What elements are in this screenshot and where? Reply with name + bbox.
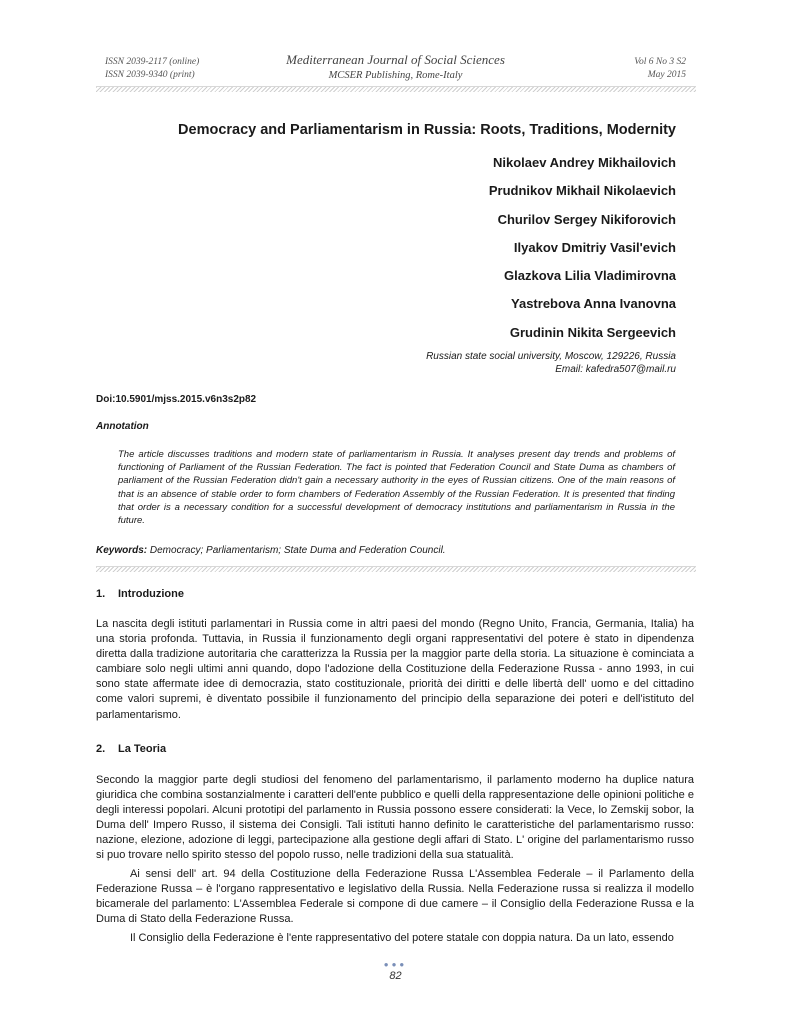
author-name: Churilov Sergey Nikiforovich xyxy=(497,211,676,227)
section-title: La Teoria xyxy=(118,743,167,755)
issn-online: ISSN 2039-2117 (online) xyxy=(105,57,200,67)
author-list xyxy=(300,153,676,351)
contact-email: Email: kafedra507@mail.ru xyxy=(555,363,676,375)
header-divider xyxy=(96,86,696,92)
section-number: 2. xyxy=(96,743,106,755)
volume-info: Vol 6 No 3 S2 xyxy=(634,57,686,67)
doi: Doi:10.5901/mjss.2015.v6n3s2p82 xyxy=(96,394,257,405)
issue-date: May 2015 xyxy=(647,70,686,80)
author-name: Glazkova Lilia Vladimirovna xyxy=(504,268,676,284)
annotation-text: The article discusses traditions and modern state of parliamentarism in Russia. It analyses present day trends and problems of functioning of Parliament of the Russian Federation. The fact is pointed that Federation Council and State Duma as chambers of parliament of the Russian Federation didn't gain a necessary authority in the eyes of Russian citizens. One of the main reasons of that is an absence of stable order to form chambers of Federation Assembly of the Russian Federation. It is presented that finding that order is a necessary condition for a successful development of democracy institutions and parliamentarism in Russia in the future. xyxy=(118,449,675,527)
body-paragraph: Il Consiglio della Federazione è l'ente rappresentativo del potere statale con doppia natura. Da un lato, essendo xyxy=(130,932,674,944)
author-name: Nikolaev Andrey Mikhailovich xyxy=(492,155,676,170)
author-name: Ilyakov Dmitriy Vasil'evich xyxy=(513,239,676,255)
keywords-list: Democracy; Parliamentarism; State Duma and Federation Council. xyxy=(147,545,446,556)
footer-dots-icon: ●●● xyxy=(383,960,408,969)
author-name: Grudinin Nikita Sergeevich xyxy=(509,324,676,340)
body-paragraph: Secondo la maggior parte degli studiosi del fenomeno del parlamentarismo, il parlamento moderno ha duplice natura giuridica che combina sostanzialmente i caratteri dell'ente pubblico e quelli della rappresentazione delle opinioni politiche e degli interessi popolari. Alcuni prototipi del parlamento in Russia possono essere considerati: la Vece, lo Zemskij sobor, la Duma dell' Impero Russo, il sistema dei Consigli. Tali istituti hanno definito le caratteristiche del parlamentarismo russo: nazione, elezione, adozione di leggi, partecipazione alla gestione degli affari di Stato. L' origine del parlamentarismo russo si puo trovare nello spirito stesso del popolo russo, nelle tradizioni della sua statualità. xyxy=(96,774,694,862)
section-title: Introduzione xyxy=(118,588,184,600)
section-heading xyxy=(96,588,184,600)
abstract-divider xyxy=(96,566,696,572)
volume-block xyxy=(634,56,686,82)
body-paragraph: Ai sensi dell' art. 94 della Costituzione della Federazione Russa L'Assemblea Federale – il Parlamento della Federazione Russa – è l'organo rappresentativo e legislativo della Russia. Nella Federazione russa si realizza il modello bicamerale del parlamento: L'Assemblea Federale si compone di due camere – il Consiglio della Federazione Russa e la Duma di Stato della Federazione Russa. xyxy=(96,868,694,926)
keywords xyxy=(96,545,446,556)
annotation-heading: Annotation xyxy=(96,421,149,432)
keywords-label: Keywords: xyxy=(96,545,148,556)
author-name: Prudnikov Mikhail Nikolaevich xyxy=(488,183,676,199)
page-number: 82 xyxy=(389,970,402,982)
issn-print: ISSN 2039-9340 (print) xyxy=(105,70,195,80)
journal-name: Mediterranean Journal of Social Sciences xyxy=(286,52,505,67)
section-heading xyxy=(96,743,166,755)
affiliation: Russian state social university, Moscow, 129226, Russia xyxy=(426,351,676,362)
section-number: 1. xyxy=(96,588,106,600)
affiliation-block xyxy=(300,351,676,376)
article-title: Democracy and Parliamentarism in Russia: Roots, Traditions, Modernity xyxy=(178,122,676,138)
body-paragraph: La nascita degli istituti parlamentari in Russia come in altri paesi del mondo (Regno Unito, Francia, Germania, Italia) ha una storia profonda. Tuttavia, in Russia il funzionamento degli organi rappresentativi del potere è stato in dipendenza diretta dalla tradizione autoritaria che caratterizza la Russia per la maggior parte della storia. La situazione è cominciata a cambiare solo negli ultimi anni quando, dopo l'adozione della Costituzione della Federazione Russa - anno 1993, in cui sono state affermate idee di democrazia, stato costituzionale, priorità dei diritti e delle libertà dell' uomo e del cittadino come valori supremi, è diventato possibile il funzionamento del principio della separazione dei poteri e dell'istituto del parlamentarismo. xyxy=(96,618,694,721)
publisher-name: MCSER Publishing, Rome-Italy xyxy=(328,70,463,81)
author-name: Yastrebova Anna Ivanovna xyxy=(511,296,676,312)
